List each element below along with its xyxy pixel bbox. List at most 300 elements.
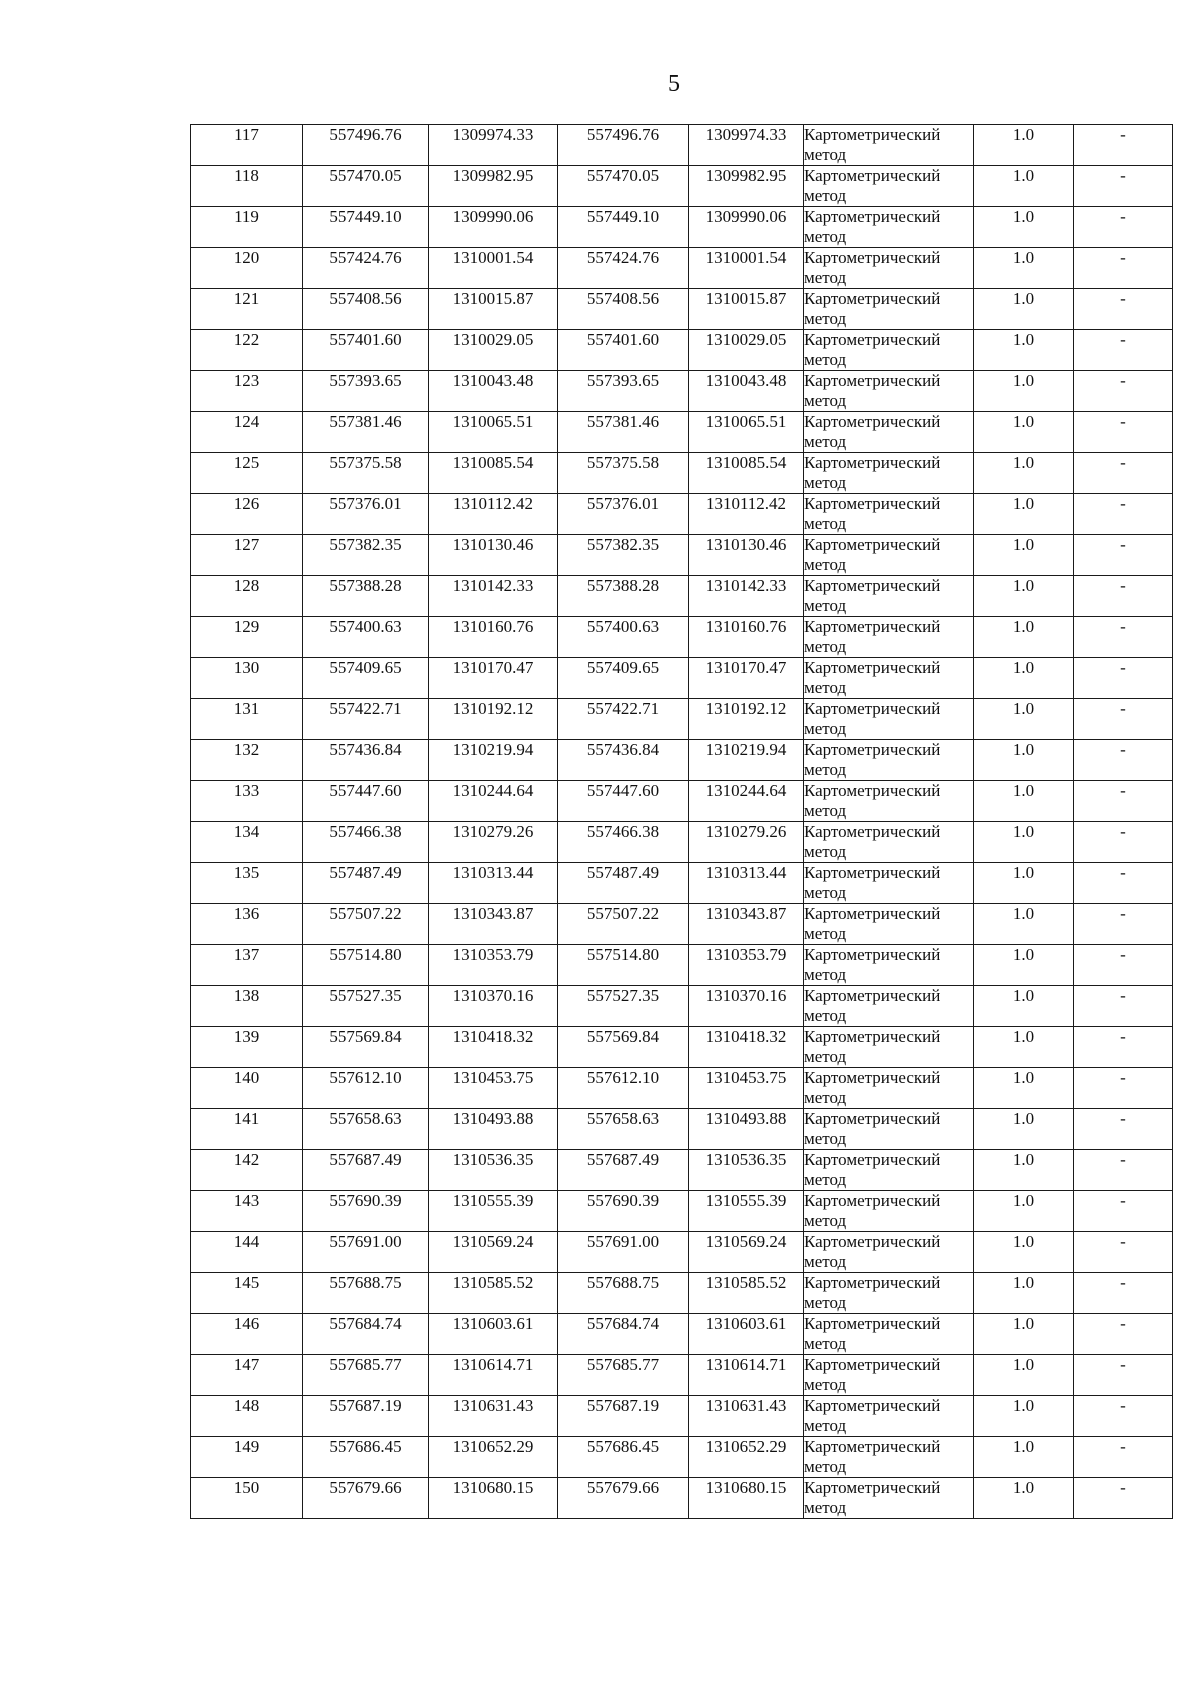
refined-y-cell xyxy=(689,125,804,166)
note-text: - xyxy=(1120,740,1126,759)
method-text: Картометрический метод xyxy=(804,248,941,287)
method-text: Картометрический метод xyxy=(804,1314,941,1353)
existing-x-cell xyxy=(303,453,429,494)
accuracy-cell xyxy=(974,1355,1074,1396)
refined-y-cell xyxy=(689,166,804,207)
existing-x-cell xyxy=(303,617,429,658)
refined-y-cell xyxy=(689,1396,804,1437)
accuracy-text: 1.0 xyxy=(1012,453,1035,472)
method-text: Картометрический метод xyxy=(804,166,941,205)
existing-x-text: 557393.65 xyxy=(329,371,402,390)
refined-x-cell xyxy=(558,822,689,863)
method-cell xyxy=(804,1355,974,1396)
note-cell xyxy=(1074,1109,1173,1150)
existing-x-text: 557569.84 xyxy=(329,1027,402,1046)
existing-x-text: 557376.01 xyxy=(329,494,402,513)
accuracy-cell xyxy=(974,945,1074,986)
method-text: Картометрический метод xyxy=(804,289,941,328)
existing-x-cell xyxy=(303,1437,429,1478)
method-cell xyxy=(804,1273,974,1314)
accuracy-text: 1.0 xyxy=(1012,1396,1035,1415)
existing-y-text: 1310680.15 xyxy=(452,1478,534,1497)
refined-y-text: 1310536.35 xyxy=(705,1150,787,1169)
method-text: Картометрический метод xyxy=(804,1396,941,1435)
existing-y-cell xyxy=(429,207,558,248)
accuracy-text: 1.0 xyxy=(1012,330,1035,349)
existing-y-cell xyxy=(429,1314,558,1355)
method-text: Картометрический метод xyxy=(804,617,941,656)
note-text: - xyxy=(1120,207,1126,226)
method-text: Картометрический метод xyxy=(804,1437,941,1476)
method-cell xyxy=(804,1437,974,1478)
existing-x-text: 557424.76 xyxy=(329,248,402,267)
note-cell xyxy=(1074,699,1173,740)
method-cell xyxy=(804,1191,974,1232)
existing-x-cell xyxy=(303,576,429,617)
accuracy-text: 1.0 xyxy=(1012,1314,1035,1333)
existing-y-cell xyxy=(429,1232,558,1273)
point-number-cell xyxy=(191,1478,303,1519)
refined-x-text: 557400.63 xyxy=(586,617,660,636)
refined-x-text: 557686.45 xyxy=(586,1437,660,1456)
existing-x-text: 557470.05 xyxy=(329,166,402,185)
refined-x-cell xyxy=(558,1478,689,1519)
point-number-cell xyxy=(191,822,303,863)
note-text: - xyxy=(1120,1068,1126,1087)
existing-x-text: 557401.60 xyxy=(329,330,402,349)
accuracy-cell xyxy=(974,1396,1074,1437)
table-row xyxy=(191,1068,1173,1109)
point-number-cell xyxy=(191,1068,303,1109)
method-text: Картометрический метод xyxy=(804,1232,941,1271)
refined-x-text: 557684.74 xyxy=(586,1314,660,1333)
note-cell xyxy=(1074,740,1173,781)
point-number-cell xyxy=(191,289,303,330)
note-text: - xyxy=(1120,699,1126,718)
accuracy-text: 1.0 xyxy=(1012,1068,1035,1087)
point-number-cell xyxy=(191,1109,303,1150)
point-number-text: 134 xyxy=(233,822,260,841)
refined-y-text: 1310603.61 xyxy=(705,1314,787,1333)
note-text: - xyxy=(1120,1396,1126,1415)
table-row xyxy=(191,1355,1173,1396)
refined-y-cell xyxy=(689,1355,804,1396)
method-text: Картометрический метод xyxy=(804,781,941,820)
refined-x-cell xyxy=(558,125,689,166)
existing-y-cell xyxy=(429,494,558,535)
existing-y-text: 1310043.48 xyxy=(452,371,534,390)
accuracy-text: 1.0 xyxy=(1012,125,1035,144)
table-row xyxy=(191,986,1173,1027)
table-row xyxy=(191,576,1173,617)
refined-x-cell xyxy=(558,1232,689,1273)
note-cell xyxy=(1074,494,1173,535)
existing-x-cell xyxy=(303,248,429,289)
refined-x-cell xyxy=(558,1273,689,1314)
existing-x-text: 557612.10 xyxy=(329,1068,402,1087)
existing-x-cell xyxy=(303,412,429,453)
existing-y-cell xyxy=(429,412,558,453)
existing-x-text: 557375.58 xyxy=(329,453,402,472)
note-text: - xyxy=(1120,248,1126,267)
point-number-cell xyxy=(191,1027,303,1068)
note-cell xyxy=(1074,1478,1173,1519)
point-number-text: 150 xyxy=(233,1478,260,1497)
existing-y-text: 1310313.44 xyxy=(452,863,534,882)
accuracy-text: 1.0 xyxy=(1012,207,1035,226)
note-text: - xyxy=(1120,535,1126,554)
existing-x-text: 557687.19 xyxy=(329,1396,402,1415)
point-number-text: 117 xyxy=(234,125,259,144)
existing-y-text: 1310244.64 xyxy=(452,781,534,800)
method-text: Картометрический метод xyxy=(804,125,941,164)
existing-y-cell xyxy=(429,535,558,576)
existing-y-cell xyxy=(429,1150,558,1191)
refined-x-cell xyxy=(558,699,689,740)
existing-y-cell xyxy=(429,863,558,904)
existing-y-text: 1310015.87 xyxy=(452,289,534,308)
refined-y-cell xyxy=(689,740,804,781)
existing-x-cell xyxy=(303,1273,429,1314)
method-cell xyxy=(804,166,974,207)
refined-y-text: 1310192.12 xyxy=(705,699,787,718)
refined-x-cell xyxy=(558,1355,689,1396)
note-cell xyxy=(1074,330,1173,371)
refined-y-cell xyxy=(689,207,804,248)
accuracy-text: 1.0 xyxy=(1012,1478,1035,1497)
method-cell xyxy=(804,535,974,576)
refined-y-cell xyxy=(689,1027,804,1068)
note-cell xyxy=(1074,1027,1173,1068)
note-text: - xyxy=(1120,863,1126,882)
table-row xyxy=(191,863,1173,904)
accuracy-cell xyxy=(974,986,1074,1027)
method-cell xyxy=(804,1027,974,1068)
accuracy-text: 1.0 xyxy=(1012,1232,1035,1251)
refined-x-text: 557424.76 xyxy=(586,248,660,267)
point-number-text: 131 xyxy=(233,699,260,718)
point-number-cell xyxy=(191,371,303,412)
method-cell xyxy=(804,1150,974,1191)
point-number-text: 126 xyxy=(233,494,260,513)
existing-x-text: 557690.39 xyxy=(329,1191,402,1210)
method-text: Картометрический метод xyxy=(804,1068,941,1107)
existing-x-text: 557408.56 xyxy=(329,289,402,308)
refined-y-cell xyxy=(689,412,804,453)
table-row xyxy=(191,1150,1173,1191)
existing-y-text: 1310555.39 xyxy=(452,1191,534,1210)
refined-y-text: 1310569.24 xyxy=(705,1232,787,1251)
method-text: Картометрический метод xyxy=(804,699,941,738)
refined-y-text: 1310029.05 xyxy=(705,330,787,349)
note-cell xyxy=(1074,658,1173,699)
note-cell xyxy=(1074,617,1173,658)
accuracy-cell xyxy=(974,125,1074,166)
refined-y-text: 1309982.95 xyxy=(705,166,787,185)
note-text: - xyxy=(1120,330,1126,349)
existing-x-cell xyxy=(303,1068,429,1109)
point-number-text: 147 xyxy=(233,1355,260,1374)
existing-y-text: 1310343.87 xyxy=(452,904,534,923)
note-cell xyxy=(1074,412,1173,453)
note-text: - xyxy=(1120,494,1126,513)
refined-y-text: 1309990.06 xyxy=(705,207,787,226)
refined-y-text: 1310343.87 xyxy=(705,904,787,923)
existing-y-cell xyxy=(429,904,558,945)
refined-x-cell xyxy=(558,289,689,330)
table-row xyxy=(191,207,1173,248)
table-row xyxy=(191,740,1173,781)
point-number-text: 118 xyxy=(234,166,259,185)
existing-y-text: 1309982.95 xyxy=(452,166,534,185)
method-cell xyxy=(804,1314,974,1355)
table-row xyxy=(191,453,1173,494)
method-cell xyxy=(804,1478,974,1519)
refined-x-text: 557569.84 xyxy=(586,1027,660,1046)
accuracy-cell xyxy=(974,289,1074,330)
refined-y-cell xyxy=(689,289,804,330)
point-number-text: 140 xyxy=(233,1068,260,1087)
refined-x-cell xyxy=(558,740,689,781)
table-row xyxy=(191,494,1173,535)
refined-x-cell xyxy=(558,945,689,986)
existing-x-cell xyxy=(303,207,429,248)
note-text: - xyxy=(1120,1437,1126,1456)
existing-y-cell xyxy=(429,453,558,494)
existing-x-text: 557527.35 xyxy=(329,986,402,1005)
point-number-text: 138 xyxy=(233,986,260,1005)
refined-y-text: 1310244.64 xyxy=(705,781,787,800)
refined-x-cell xyxy=(558,494,689,535)
refined-x-text: 557612.10 xyxy=(586,1068,660,1087)
refined-x-text: 557527.35 xyxy=(586,986,660,1005)
note-cell xyxy=(1074,822,1173,863)
existing-x-cell xyxy=(303,1027,429,1068)
refined-y-text: 1310680.15 xyxy=(705,1478,787,1497)
point-number-cell xyxy=(191,494,303,535)
accuracy-cell xyxy=(974,1068,1074,1109)
refined-x-text: 557449.10 xyxy=(586,207,660,226)
table-row xyxy=(191,1027,1173,1068)
accuracy-text: 1.0 xyxy=(1012,1437,1035,1456)
table-row xyxy=(191,658,1173,699)
refined-x-cell xyxy=(558,1027,689,1068)
point-number-cell xyxy=(191,617,303,658)
refined-x-cell xyxy=(558,617,689,658)
refined-y-cell xyxy=(689,330,804,371)
accuracy-cell xyxy=(974,822,1074,863)
refined-y-cell xyxy=(689,1232,804,1273)
note-cell xyxy=(1074,576,1173,617)
method-cell xyxy=(804,412,974,453)
existing-y-cell xyxy=(429,1437,558,1478)
method-cell xyxy=(804,207,974,248)
point-number-cell xyxy=(191,207,303,248)
table-row xyxy=(191,1314,1173,1355)
method-cell xyxy=(804,1396,974,1437)
existing-x-text: 557688.75 xyxy=(329,1273,402,1292)
refined-x-cell xyxy=(558,453,689,494)
existing-x-cell xyxy=(303,1232,429,1273)
refined-y-text: 1310313.44 xyxy=(705,863,787,882)
method-text: Картометрический метод xyxy=(804,658,941,697)
note-text: - xyxy=(1120,1191,1126,1210)
method-cell xyxy=(804,125,974,166)
note-text: - xyxy=(1120,1232,1126,1251)
refined-y-text: 1310043.48 xyxy=(705,371,787,390)
accuracy-text: 1.0 xyxy=(1012,863,1035,882)
existing-y-text: 1310614.71 xyxy=(452,1355,534,1374)
method-text: Картометрический метод xyxy=(804,207,941,246)
existing-x-text: 557496.76 xyxy=(329,125,402,144)
note-cell xyxy=(1074,1232,1173,1273)
existing-y-cell xyxy=(429,330,558,371)
existing-y-cell xyxy=(429,166,558,207)
refined-y-text: 1310418.32 xyxy=(705,1027,787,1046)
point-number-cell xyxy=(191,945,303,986)
existing-y-cell xyxy=(429,1191,558,1232)
point-number-cell xyxy=(191,1396,303,1437)
point-number-cell xyxy=(191,740,303,781)
existing-x-text: 557685.77 xyxy=(329,1355,402,1374)
point-number-cell xyxy=(191,453,303,494)
refined-y-cell xyxy=(689,1478,804,1519)
existing-y-text: 1310603.61 xyxy=(452,1314,534,1333)
refined-x-text: 557687.49 xyxy=(586,1150,660,1169)
method-cell xyxy=(804,1068,974,1109)
accuracy-text: 1.0 xyxy=(1012,1355,1035,1374)
existing-y-text: 1310536.35 xyxy=(452,1150,534,1169)
refined-x-cell xyxy=(558,330,689,371)
accuracy-cell xyxy=(974,1027,1074,1068)
refined-y-text: 1310085.54 xyxy=(705,453,787,472)
point-number-text: 123 xyxy=(233,371,260,390)
refined-x-text: 557447.60 xyxy=(586,781,660,800)
point-number-text: 127 xyxy=(233,535,260,554)
refined-x-text: 557496.76 xyxy=(586,125,660,144)
existing-x-cell xyxy=(303,1396,429,1437)
refined-x-cell xyxy=(558,248,689,289)
refined-x-cell xyxy=(558,1314,689,1355)
accuracy-text: 1.0 xyxy=(1012,617,1035,636)
note-text: - xyxy=(1120,945,1126,964)
note-cell xyxy=(1074,1314,1173,1355)
accuracy-text: 1.0 xyxy=(1012,1150,1035,1169)
note-cell xyxy=(1074,125,1173,166)
point-number-text: 146 xyxy=(233,1314,260,1333)
refined-y-cell xyxy=(689,945,804,986)
refined-x-cell xyxy=(558,166,689,207)
point-number-text: 120 xyxy=(233,248,260,267)
accuracy-cell xyxy=(974,330,1074,371)
note-text: - xyxy=(1120,1355,1126,1374)
accuracy-cell xyxy=(974,617,1074,658)
existing-y-text: 1310160.76 xyxy=(452,617,534,636)
table-row xyxy=(191,1109,1173,1150)
method-text: Картометрический метод xyxy=(804,1109,941,1148)
existing-y-text: 1310065.51 xyxy=(452,412,534,431)
note-cell xyxy=(1074,781,1173,822)
accuracy-text: 1.0 xyxy=(1012,822,1035,841)
point-number-cell xyxy=(191,535,303,576)
table-row xyxy=(191,412,1173,453)
existing-y-text: 1310585.52 xyxy=(452,1273,534,1292)
note-text: - xyxy=(1120,453,1126,472)
existing-y-cell xyxy=(429,986,558,1027)
method-cell xyxy=(804,945,974,986)
accuracy-cell xyxy=(974,1314,1074,1355)
refined-x-cell xyxy=(558,1150,689,1191)
method-cell xyxy=(804,699,974,740)
point-number-cell xyxy=(191,658,303,699)
refined-y-cell xyxy=(689,1150,804,1191)
accuracy-cell xyxy=(974,1232,1074,1273)
table-row xyxy=(191,125,1173,166)
refined-x-cell xyxy=(558,781,689,822)
point-number-cell xyxy=(191,125,303,166)
note-cell xyxy=(1074,1437,1173,1478)
existing-x-text: 557447.60 xyxy=(329,781,402,800)
point-number-text: 119 xyxy=(234,207,259,226)
accuracy-text: 1.0 xyxy=(1012,166,1035,185)
refined-y-text: 1310001.54 xyxy=(705,248,787,267)
refined-x-text: 557514.80 xyxy=(586,945,660,964)
note-text: - xyxy=(1120,1314,1126,1333)
point-number-text: 125 xyxy=(233,453,260,472)
existing-x-text: 557684.74 xyxy=(329,1314,402,1333)
existing-y-cell xyxy=(429,289,558,330)
method-text: Картометрический метод xyxy=(804,822,941,861)
coordinates-table xyxy=(190,124,1173,1519)
refined-x-text: 557376.01 xyxy=(586,494,660,513)
point-number-text: 128 xyxy=(233,576,260,595)
accuracy-cell xyxy=(974,1478,1074,1519)
refined-x-text: 557507.22 xyxy=(586,904,660,923)
existing-y-text: 1310130.46 xyxy=(452,535,534,554)
accuracy-cell xyxy=(974,535,1074,576)
refined-y-cell xyxy=(689,658,804,699)
existing-y-text: 1310112.42 xyxy=(452,494,534,513)
existing-y-cell xyxy=(429,1027,558,1068)
method-text: Картометрический метод xyxy=(804,1150,941,1189)
refined-x-text: 557466.38 xyxy=(586,822,660,841)
existing-x-text: 557436.84 xyxy=(329,740,402,759)
refined-y-text: 1310130.46 xyxy=(705,535,787,554)
accuracy-text: 1.0 xyxy=(1012,904,1035,923)
point-number-text: 149 xyxy=(233,1437,260,1456)
existing-x-cell xyxy=(303,1478,429,1519)
refined-y-text: 1310353.79 xyxy=(705,945,787,964)
refined-x-text: 557393.65 xyxy=(586,371,660,390)
note-text: - xyxy=(1120,781,1126,800)
point-number-text: 142 xyxy=(233,1150,260,1169)
existing-y-text: 1310029.05 xyxy=(452,330,534,349)
note-cell xyxy=(1074,371,1173,412)
existing-x-text: 557466.38 xyxy=(329,822,402,841)
method-text: Картометрический метод xyxy=(804,1273,941,1312)
existing-y-text: 1310219.94 xyxy=(452,740,534,759)
point-number-cell xyxy=(191,863,303,904)
note-cell xyxy=(1074,904,1173,945)
refined-x-cell xyxy=(558,412,689,453)
refined-x-text: 557382.35 xyxy=(586,535,660,554)
accuracy-cell xyxy=(974,699,1074,740)
method-cell xyxy=(804,1109,974,1150)
accuracy-text: 1.0 xyxy=(1012,1109,1035,1128)
point-number-text: 141 xyxy=(233,1109,260,1128)
point-number-cell xyxy=(191,1232,303,1273)
method-text: Картометрический метод xyxy=(804,740,941,779)
